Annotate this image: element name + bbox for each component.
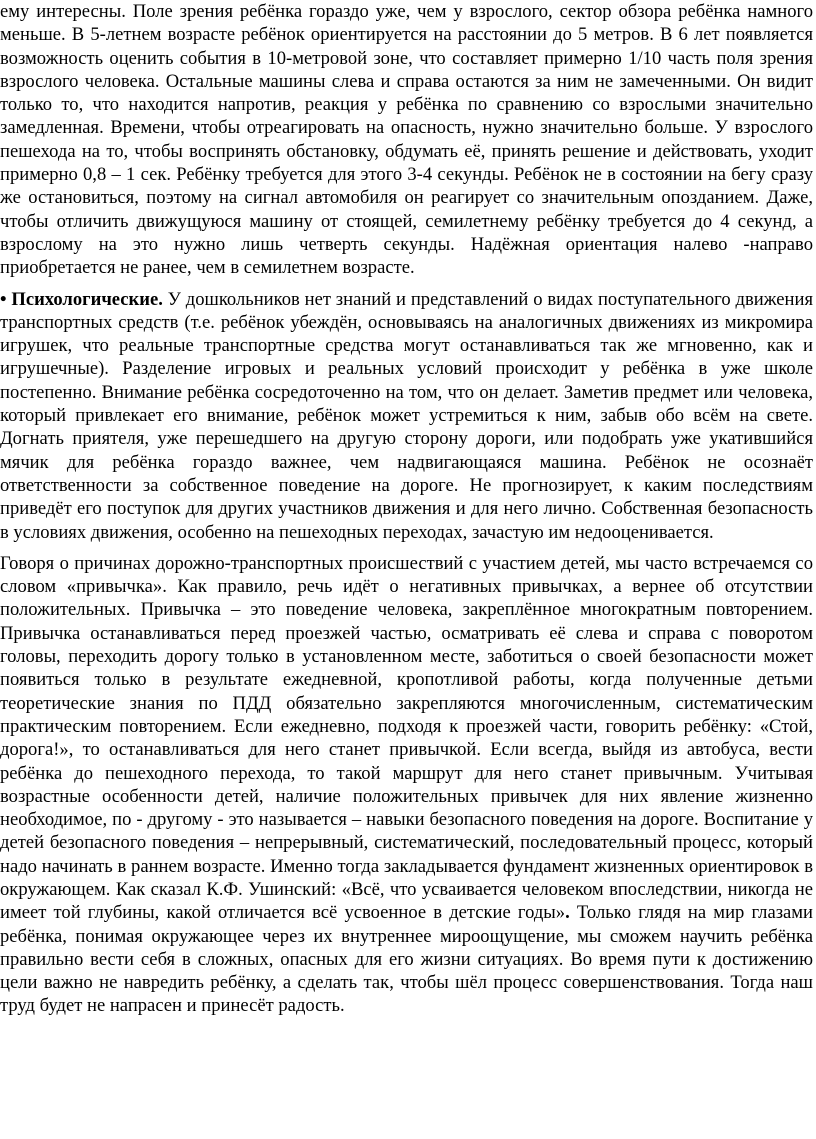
paragraph-text: У дошкольников нет знаний и представлений о видах поступательного движения транспортных средств (т.е. ребёнок убеждён, основываясь на аналогичных движениях из микромира игрушек, что реальные транспортные средства могут останавливаться так же мгновенно, как и игрушечные). Разделение игровых и реальных условий происходит у ребёнка в уже школе постепенно. Внимание ребёнка сосредоточенно на том, что он делает. Заметив предмет или человека, который привлекает его внимание, ребёнок может устремиться к ним, забыв обо всём на свете. Догнать приятеля, уже перешедшего на другую сторону дороги, или подобрать уже укатившийся мячик для ребёнка гораздо важнее, чем надвигающаяся машина. Ребёнок не осознаёт ответственности за собственное поведение на дороге. Не прогнозирует, к каким последствиям приведёт его поступок для других участников движения и для него лично. Собственная безопасность в условиях движения, особенно на пешеходных переходах, зачастую им недооценивается.	[0, 288, 813, 543]
paragraph-psychological	[0, 288, 813, 544]
paragraph-text: Говоря о причинах дорожно-транспортных происшествий с участием детей, мы часто встречаемся со словом «привычка». Как правило, речь идёт о негативных привычках, а вернее об отсутствии положительных. Привычка – это поведение человека, закреплённое многократным повторением. Привычка останавливаться перед проезжей частью, осматривать её слева и справа с поворотом головы, переходить дорогу только в установленном месте, заботиться о своей безопасности может появиться только в результате ежедневной, кропотливой работы, когда полученные детьми теоретические знания по ПДД обязательно закрепляются многочисленным, систематическим практическим повторением. Если ежедневно, подходя к проезжей части, говорить ребёнку: «Стой, дорога!», то останавливаться для него станет привычкой. Если всегда, выйдя из автобуса, вести ребёнка до пешеходного перехода, то такой маршрут для него станет привычным. Учитывая возрастные особенности детей, наличие положительных привычек для них явление жизненно необходимое, по - другому - это называется – навыки безопасного поведения на дороге. Воспитание у детей безопасного поведения – непрерывный, систематический, последовательный процесс, который надо начинать в раннем возрасте. Именно тогда закладывается фундамент жизненных ориентировок в окружающем. Как сказал К.Ф. Ушинский: «Всё, что усваивается человеком впоследствии, никогда не имеет той глубины, какой отличается всё усвоенное в детские годы»	[0, 552, 813, 924]
paragraph-habits	[0, 552, 813, 1018]
paragraph-perception	[0, 0, 813, 280]
quote-end-dot: .	[565, 902, 570, 924]
paragraph-text-continued: Только глядя на мир глазами ребёнка, понимая окружающее через их внутреннее мироощущение, мы сможем научить ребёнка правильно вести себя в сложных, опасных для его жизни ситуациях. Во время пути к достижению цели важно не навредить ребёнку, а сделать так, чтобы шёл процесс совершенствования. Тогда наш труд будет не напрасен и принесёт радость.	[0, 902, 814, 1017]
bullet-heading: • Психологические.	[0, 288, 163, 310]
paragraph-text: ему интересны. Поле зрения ребёнка гораздо уже, чем у взрослого, сектор обзора ребёнка намного меньше. В 5-летнем возрасте ребёнок ориентируется на расстоянии до 5 метров. В 6 лет появляется возможность оценить события в 10-метровой зоне, что составляет примерно 1/10 часть поля зрения взрослого человека. Остальные машины слева и справа остаются за ним не замеченными. Он видит только то, что находится напротив, реакция у ребёнка по сравнению со взрослыми значительно замедленная. Времени, чтобы отреагировать на опасность, нужно значительно больше. У взрослого пешехода на то, чтобы воспринять обстановку, обдумать её, принять решение и действовать, уходит примерно 0,8 – 1 сек. Ребёнку требуется для этого 3-4 секунды. Ребёнок не в состоянии на бегу сразу же остановиться, поэтому на сигнал автомобиля он реагирует со значительным опозданием. Даже, чтобы отличить движущуюся машину от стоящей, семилетнему ребёнку требуется до 4 секунд, а взрослому на это нужно лишь четверть секунды. Надёжная ориентация налево -направо приобретается не ранее, чем в семилетнем возрасте.	[0, 1, 813, 279]
